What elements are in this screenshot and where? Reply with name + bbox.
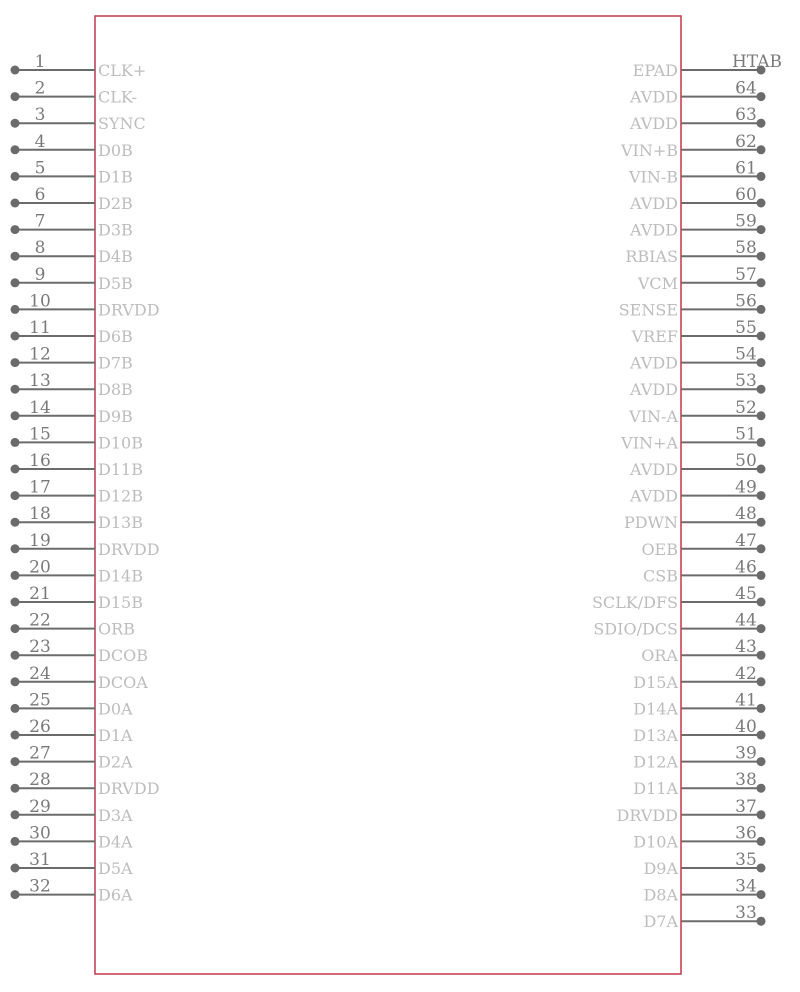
- pin-number: 45: [735, 584, 757, 604]
- pin-9: [11, 265, 133, 293]
- pin-name: D7A: [643, 912, 678, 932]
- pin-name: AVDD: [630, 114, 678, 134]
- pin-endpoint: [757, 438, 766, 447]
- pin-number: 50: [735, 451, 757, 471]
- pin-endpoint: [11, 358, 20, 367]
- pin-number: 22: [29, 610, 51, 631]
- pin-name: D2A: [98, 752, 133, 772]
- pin-name: D10A: [633, 832, 678, 852]
- pin-name: AVDD: [630, 194, 678, 213]
- pin-endpoint: [11, 252, 20, 261]
- pin-name: D9A: [643, 859, 678, 878]
- pin-53: [629, 371, 765, 399]
- pin-number: 55: [735, 318, 757, 338]
- pin-endpoint: [757, 119, 766, 128]
- pin-endpoint: [11, 677, 20, 686]
- pin-name: D3B: [98, 220, 133, 240]
- pin-29: [11, 797, 134, 825]
- pin-number: 40: [735, 717, 757, 737]
- pin-35: [643, 850, 765, 878]
- pin-number: 28: [29, 770, 51, 791]
- pin-number: 37: [735, 796, 757, 817]
- pin-34: [643, 877, 765, 905]
- pin-10: [11, 291, 160, 319]
- pin-endpoint: [11, 598, 20, 607]
- pin-27: [11, 744, 134, 772]
- pin-name: D8B: [98, 380, 133, 400]
- pin-number: 33: [735, 903, 757, 924]
- pin-number: 21: [29, 584, 51, 604]
- pin-number: 47: [735, 530, 757, 551]
- pin-number: 52: [735, 397, 757, 418]
- pin-number: 42: [735, 663, 757, 684]
- pin-name: DCOB: [98, 646, 148, 666]
- pin-49: [629, 478, 765, 506]
- left-pin-group: [11, 52, 160, 905]
- pin-name: VIN+B: [620, 140, 678, 160]
- pin-number: 51: [735, 424, 757, 445]
- pin-number: 3: [34, 105, 46, 126]
- pin-endpoint: [11, 784, 20, 793]
- pin-number: 46: [735, 557, 757, 578]
- pin-7: [11, 212, 133, 240]
- pin-name: PDWN: [623, 513, 678, 533]
- pin-endpoint: [11, 890, 20, 899]
- pin-endpoint: [757, 172, 766, 181]
- pin-4: [11, 132, 133, 160]
- pin-number: 16: [29, 451, 51, 471]
- pin-name: D1A: [98, 726, 133, 745]
- pin-name: AVDD: [630, 353, 678, 373]
- pin-endpoint: [757, 332, 766, 341]
- pin-name: VIN+A: [621, 433, 678, 453]
- pin-name: D6A: [98, 885, 133, 905]
- pin-name: D15B: [98, 593, 143, 612]
- pin-25: [11, 690, 134, 718]
- pin-name: D2B: [98, 194, 133, 213]
- pin-3: [11, 105, 146, 133]
- pin-endpoint: [757, 810, 766, 819]
- pin-number: 30: [29, 823, 51, 844]
- pin-endpoint: [11, 491, 20, 500]
- pin-name: D7B: [98, 353, 133, 373]
- pin-name: D14B: [98, 566, 143, 586]
- pin-endpoint: [757, 864, 766, 873]
- pin-name: D13A: [633, 726, 678, 745]
- pin-41: [633, 690, 765, 718]
- pin-number: 10: [29, 291, 51, 312]
- pin-endpoint: [757, 199, 766, 208]
- pin-endpoint: [757, 917, 766, 926]
- pin-number: 53: [735, 371, 757, 392]
- pin-endpoint: [11, 172, 20, 181]
- pin-number: 34: [735, 876, 757, 897]
- pin-59: [629, 212, 765, 240]
- pin-11: [11, 318, 133, 346]
- pin-63: [629, 105, 765, 133]
- pin-endpoint: [757, 411, 766, 420]
- pin-8: [11, 238, 133, 266]
- pin-number: 15: [29, 424, 51, 445]
- pin-endpoint: [11, 119, 20, 128]
- pin-endpoint: [757, 624, 766, 633]
- pin-endpoint: [757, 598, 766, 607]
- pin-name: D5A: [98, 859, 133, 878]
- pin-name: D5B: [98, 273, 133, 293]
- pin-endpoint: [757, 544, 766, 553]
- pin-endpoint: [11, 837, 20, 846]
- pin-endpoint: [757, 704, 766, 713]
- pin-name: DCOA: [98, 672, 148, 692]
- pin-number: 32: [29, 876, 51, 897]
- pin-42: [633, 664, 765, 692]
- pin-number: 2: [34, 78, 46, 99]
- pin-36: [633, 823, 765, 851]
- pin-number: 41: [735, 690, 757, 711]
- pin-number: 14: [29, 397, 51, 418]
- pin-name: OEB: [641, 539, 678, 559]
- pin-name: DRVDD: [98, 300, 160, 320]
- pin-endpoint: [11, 438, 20, 447]
- pin-endpoint: [11, 810, 20, 819]
- pin-55: [631, 318, 766, 346]
- pin-33: [643, 903, 765, 931]
- pin-endpoint: [11, 385, 20, 394]
- pin-endpoint: [757, 278, 766, 287]
- pin-number: 39: [735, 743, 757, 764]
- pin-endpoint: [11, 624, 20, 633]
- pin-60: [629, 185, 765, 213]
- pin-37: [616, 797, 765, 825]
- pin-name: CLK+: [98, 61, 147, 80]
- pin-name: D1B: [98, 167, 133, 187]
- pin-name: D15A: [633, 672, 678, 692]
- pin-endpoint: [757, 491, 766, 500]
- pin-number: 25: [29, 690, 51, 711]
- pin-number: 11: [29, 318, 51, 338]
- pin-58: [625, 238, 765, 266]
- pin-name: D8A: [643, 885, 678, 905]
- pin-name: D11A: [633, 779, 678, 799]
- pin-number: 4: [34, 131, 46, 152]
- pin-number: 1: [34, 52, 46, 72]
- pin-name: EPAD: [632, 61, 678, 80]
- pin-28: [11, 770, 160, 798]
- pin-number: 61: [735, 158, 757, 179]
- pin-number: 60: [735, 185, 757, 205]
- pin-12: [11, 345, 133, 373]
- pin-endpoint: [11, 704, 20, 713]
- right-pin-group: [592, 52, 782, 931]
- pin-52: [628, 398, 765, 426]
- pin-31: [11, 850, 134, 878]
- pin-endpoint: [11, 757, 20, 766]
- pin-name: DRVDD: [616, 805, 678, 825]
- pin-endpoint: [11, 864, 20, 873]
- pin-name: DRVDD: [98, 779, 160, 799]
- pin-endpoint: [11, 278, 20, 287]
- pin-endpoint: [757, 92, 766, 101]
- pin-number: 27: [29, 743, 51, 764]
- pin-61: [628, 158, 766, 186]
- pin-13: [11, 371, 133, 399]
- pin-name: AVDD: [630, 460, 678, 479]
- pin-48: [624, 504, 766, 532]
- pin-name: VCM: [637, 273, 678, 293]
- pin-name: D12B: [98, 486, 143, 506]
- pin-number: 57: [735, 264, 757, 285]
- pin-32: [11, 877, 134, 905]
- pin-endpoint: [757, 571, 766, 580]
- pin-endpoint: [11, 465, 20, 474]
- pin-endpoint: [757, 784, 766, 793]
- pin-5: [11, 158, 133, 186]
- pin-endpoint: [11, 332, 20, 341]
- pin-15: [11, 424, 143, 452]
- pin-name: D14A: [633, 699, 678, 719]
- pin-20: [11, 557, 143, 585]
- pin-number: 19: [29, 530, 51, 551]
- pin-endpoint: [757, 837, 766, 846]
- pin-endpoint: [11, 225, 20, 234]
- pin-number: 64: [735, 78, 757, 99]
- pin-number: 6: [34, 185, 46, 205]
- pin-number: 54: [735, 344, 757, 365]
- pin-name: VIN-B: [628, 167, 678, 187]
- pin-endpoint: [757, 465, 766, 474]
- pin-name: D4B: [98, 247, 133, 267]
- pin-name: AVDD: [630, 486, 678, 506]
- pin-30: [11, 823, 134, 851]
- pin-50: [629, 451, 765, 479]
- pin-number: 23: [29, 637, 51, 658]
- pin-name: AVDD: [630, 220, 678, 240]
- pin-endpoint: [11, 305, 20, 314]
- pin-number: 31: [29, 850, 51, 870]
- pin-56: [619, 291, 766, 319]
- pin-number: 8: [34, 238, 46, 259]
- pin-name: RBIAS: [625, 247, 678, 267]
- pin-number: 18: [29, 504, 51, 525]
- pin-17: [11, 478, 143, 506]
- pin-endpoint: [757, 305, 766, 314]
- pin-number: 38: [735, 770, 757, 791]
- pin-name: ORA: [641, 646, 678, 666]
- pin-44: [593, 611, 765, 639]
- pin-endpoint: [11, 92, 20, 101]
- pin-name: D11B: [98, 460, 143, 479]
- pin-name: D10B: [98, 433, 143, 453]
- pin-endpoint: [11, 571, 20, 580]
- pin-21: [11, 584, 143, 612]
- pin-endpoint: [11, 731, 20, 740]
- pin-18: [11, 504, 143, 532]
- pin-number: 26: [29, 717, 51, 737]
- pin-26: [11, 717, 134, 745]
- pin-46: [643, 557, 765, 585]
- pin-number: 5: [34, 158, 46, 179]
- pin-number: 12: [29, 344, 51, 365]
- pin-endpoint: [757, 252, 766, 261]
- pin-14: [11, 398, 133, 426]
- pin-name: D6B: [98, 327, 133, 346]
- pin-name: SYNC: [98, 114, 146, 134]
- pin-endpoint: [757, 518, 766, 527]
- component-body: [95, 16, 681, 974]
- pin-number: 20: [29, 557, 51, 578]
- pin-endpoint: [757, 225, 766, 234]
- pin-name: DRVDD: [98, 539, 160, 559]
- pin-number: 29: [29, 796, 51, 817]
- pin-number: 48: [735, 504, 757, 525]
- pin-endpoint: [11, 411, 20, 420]
- pin-name: D0A: [98, 699, 133, 719]
- pin-endpoint: [757, 145, 766, 154]
- pin-45: [592, 584, 766, 612]
- pin-23: [11, 637, 148, 665]
- pin-19: [11, 531, 160, 559]
- pin-HTAB: [633, 52, 782, 80]
- pin-number: 59: [735, 211, 757, 232]
- pin-number: 43: [735, 637, 757, 658]
- pin-number: 35: [735, 850, 757, 870]
- pin-number: 17: [29, 477, 51, 498]
- pin-name: CLK-: [98, 87, 138, 107]
- pin-47: [641, 531, 765, 559]
- pin-number: 13: [29, 371, 51, 392]
- pin-name: CSB: [643, 566, 678, 586]
- pin-number: 58: [735, 238, 757, 259]
- pin-name: D0B: [98, 140, 133, 160]
- pin-endpoint: [757, 731, 766, 740]
- pin-name: VIN-A: [629, 406, 678, 426]
- pin-endpoint: [757, 358, 766, 367]
- pin-number: 36: [735, 823, 757, 844]
- pin-40: [633, 717, 765, 745]
- pin-endpoint: [757, 651, 766, 660]
- pin-1: [11, 52, 147, 80]
- pin-number: 63: [735, 105, 757, 126]
- pin-number: 7: [34, 211, 46, 232]
- pin-endpoint: [757, 757, 766, 766]
- pin-endpoint: [11, 199, 20, 208]
- pin-name: VREF: [631, 327, 678, 346]
- pin-39: [633, 744, 765, 772]
- pin-endpoint: [11, 66, 20, 75]
- pin-name: AVDD: [630, 87, 678, 107]
- pin-name: SCLK/DFS: [591, 593, 678, 612]
- pin-endpoint: [757, 677, 766, 686]
- pin-name: SENSE: [618, 300, 678, 320]
- pin-2: [11, 79, 138, 107]
- pin-51: [620, 424, 765, 452]
- pin-name: D12A: [633, 752, 678, 772]
- pin-name: AVDD: [630, 380, 678, 400]
- pin-endpoint: [11, 544, 20, 553]
- pin-6: [11, 185, 133, 213]
- pin-number: 9: [34, 264, 46, 285]
- pin-number: HTAB: [731, 52, 783, 72]
- pin-number: 44: [735, 610, 757, 631]
- pin-43: [641, 637, 765, 665]
- pin-endpoint: [11, 145, 20, 154]
- pin-endpoint: [757, 890, 766, 899]
- pin-22: [11, 611, 135, 639]
- pin-endpoint: [11, 651, 20, 660]
- pin-54: [629, 345, 765, 373]
- pin-57: [637, 265, 766, 293]
- pin-number: 49: [735, 477, 757, 498]
- pin-16: [11, 451, 143, 479]
- pin-endpoint: [11, 518, 20, 527]
- pin-number: 62: [735, 131, 757, 152]
- pin-name: D9B: [98, 406, 133, 426]
- pin-name: SDIO/DCS: [593, 619, 678, 639]
- pin-name: ORB: [98, 619, 135, 639]
- pin-name: D4A: [98, 832, 133, 852]
- pin-62: [620, 132, 766, 160]
- pin-name: D13B: [98, 513, 143, 533]
- pin-number: 56: [735, 291, 757, 312]
- pin-number: 24: [29, 663, 51, 684]
- pin-24: [11, 664, 149, 692]
- pin-64: [629, 79, 765, 107]
- pin-endpoint: [757, 385, 766, 394]
- pin-38: [633, 770, 765, 798]
- pin-name: D3A: [98, 805, 133, 825]
